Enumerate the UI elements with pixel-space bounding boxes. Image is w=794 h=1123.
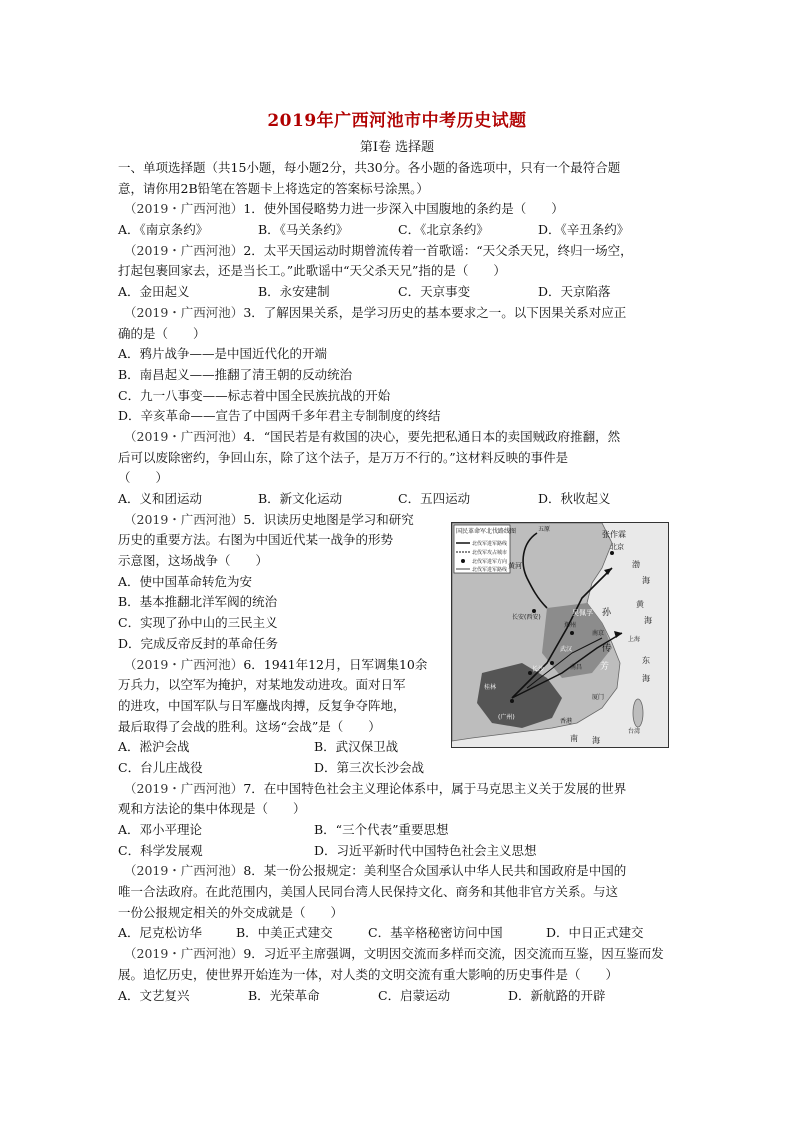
option-b: B．新文化运动 xyxy=(258,491,343,506)
option-d: D．习近平新时代中国特色社会主义思想 xyxy=(314,842,537,858)
map-label: 桂林 xyxy=(484,684,497,691)
legend-swatch xyxy=(461,559,465,563)
map-label: 海 xyxy=(642,576,650,585)
option-b: B．“三个代表”重要思想 xyxy=(314,822,449,837)
northern-expedition-map xyxy=(451,522,669,748)
source-tag: （2019・广西河池） xyxy=(124,511,244,527)
question-stem-line: 确的是（ ） xyxy=(118,325,206,341)
question-stem: 7．在中国特色社会主义理论体系中，属于马克思主义关于发展的世界 xyxy=(243,780,627,796)
map-label: 海 xyxy=(644,616,652,625)
question-7-options-row2 xyxy=(118,841,678,862)
source-tag: （2019・广西河池） xyxy=(124,201,244,217)
option-c: C．科学发展观 xyxy=(118,842,203,858)
question-7 xyxy=(118,779,678,800)
section-heading: 第Ⅰ卷 选择题 xyxy=(359,140,435,155)
option-a: A．鸦片战争——是中国近代化的开端 xyxy=(118,346,328,362)
map-label: 海 xyxy=(642,674,650,683)
question-stem-line: 一份公报规定相关的外交成就是（ ） xyxy=(118,904,344,920)
map-label: 厦门 xyxy=(592,694,605,701)
source-tag: （2019・广西河池） xyxy=(124,428,244,444)
question-stem: 3．了解因果关系，是学习历史的基本要求之一。以下因果关系对应正 xyxy=(243,304,627,320)
option-a: A．文艺复兴 xyxy=(118,987,190,1003)
question-stem-line: 观和方法论的集中体现是（ ） xyxy=(118,801,306,817)
legend-item: 北伐军进军路线 xyxy=(472,541,508,547)
option-b: B．光荣革命 xyxy=(248,987,320,1003)
question-stem: 5．识读历史地图是学习和研究 xyxy=(243,511,414,527)
map-label: 南 xyxy=(570,734,578,743)
instruction-line: 意，请你用2B铅笔在答题卡上将选定的答案标号涂黑。） xyxy=(118,180,429,196)
option-c: C．天京事变 xyxy=(398,284,471,300)
question-4-options xyxy=(118,489,678,510)
question-stem-line: 后可以废除密约，争回山东，除了这个法子，是万万不行的。”这材料反映的事件是 xyxy=(118,449,569,465)
option-d: D．天京陷落 xyxy=(538,284,611,300)
source-tag: （2019・广西河池） xyxy=(124,242,244,258)
option-a: A．邓小平理论 xyxy=(118,822,203,837)
option-c: C．五四运动 xyxy=(398,491,471,506)
option-c: C．实现了孙中山的三民主义 xyxy=(118,615,278,631)
question-stem-line: 示意图，这场战争（ ） xyxy=(118,553,269,569)
question-stem-line: 最后取得了会战的胜利。这场“会战”是（ ） xyxy=(118,718,381,734)
source-tag: （2019・广西河池） xyxy=(124,656,244,672)
question-stem: 9．习近平主席强调，文明因交流而多样而交流，因交流而互鉴，因互鉴而发 xyxy=(243,946,664,962)
option-b: B．永安建制 xyxy=(258,284,330,300)
option-b: B．基本推翻北洋军阀的统治 xyxy=(118,594,278,610)
city-marker xyxy=(550,661,554,665)
option-b: B．南昌起义——推翻了清王朝的反动统治 xyxy=(118,366,353,382)
question-2 xyxy=(118,241,678,262)
map-label: 香港 xyxy=(560,718,573,725)
map-label: 武汉 xyxy=(560,646,573,653)
option-c: C．基辛格秘密访问中国 xyxy=(368,925,503,941)
legend-item: 北伐军进军路线 xyxy=(472,567,508,573)
map-label: 南京 xyxy=(592,630,605,637)
question-stem: 4．“国民若是有救国的决心，要先把私通日本的卖国贼政府推翻，然 xyxy=(243,428,621,444)
map-label: 北京 xyxy=(610,543,624,551)
option-a: A．使中国革命转危为安 xyxy=(118,573,253,589)
map-label: 长安(西安) xyxy=(512,614,541,621)
question-6-options-row2 xyxy=(118,758,678,779)
question-stem: 1．使外国侵略势力进一步深入中国腹地的条约是（ ） xyxy=(243,201,564,217)
question-1 xyxy=(118,199,678,220)
question-9 xyxy=(118,944,678,965)
question-stem: 6．1941年12月，日军调集10余 xyxy=(243,656,428,672)
question-stem-line: 展。追忆历史，使世界开始连为一体，对人类的文明交流有重大影响的历史事件是（ ） xyxy=(118,966,619,982)
city-marker xyxy=(510,699,514,703)
source-tag: （2019・广西河池） xyxy=(124,946,244,962)
question-stem-line: 打起包裹回家去，还是当长工。”此歌谣中“天父杀天兄”指的是（ ） xyxy=(118,263,506,279)
map-label: 五原 xyxy=(538,526,551,533)
option-d: D．辛亥革命——宣告了中国两千多年君主专制制度的终结 xyxy=(118,408,441,424)
source-tag: （2019・广西河池） xyxy=(124,780,244,796)
question-7-options-row1 xyxy=(118,820,678,841)
option-d: D．秋收起义 xyxy=(538,491,611,506)
question-8 xyxy=(118,861,678,882)
option-d: D．中日正式建交 xyxy=(546,925,644,941)
option-c: C．九一八事变——标志着中国全民族抗战的开始 xyxy=(118,387,391,403)
map-label: 张作霖 xyxy=(602,530,626,539)
map-label: 传 xyxy=(602,644,612,654)
option-b: B．中美正式建交 xyxy=(236,925,333,941)
question-stem: 8．某一份公报规定：美利坚合众国承认中华人民共和国政府是中国的 xyxy=(243,863,627,879)
option-c: C．台儿庄战役 xyxy=(118,759,203,775)
map-label: 黄河 xyxy=(508,562,522,570)
map-label: (广州) xyxy=(498,714,515,721)
city-marker xyxy=(610,551,614,555)
option-d: D．第三次长沙会战 xyxy=(314,759,425,775)
instruction-line: 一、单项选择题（共15小题，每小题2分，共30分。各小题的备选项中，只有一个最符合题 xyxy=(118,160,621,175)
source-tag: （2019・广西河池） xyxy=(124,304,244,320)
city-marker xyxy=(532,609,536,613)
question-stem-line: 唯一合法政府。在此范围内，美国人民同台湾人民保持文化、商务和其他非官方关系。与这 xyxy=(118,884,619,900)
map-label: 长沙 xyxy=(532,666,545,673)
option-a: A．义和团运动 xyxy=(118,491,203,506)
map-label: 海 xyxy=(592,736,600,745)
question-2-options xyxy=(118,282,678,303)
question-9-options xyxy=(118,986,678,1007)
question-stem: 2．太平天国运动时期曾流传着一首歌谣：“天父杀天兄，终归一场空， xyxy=(243,242,633,258)
legend-item: 北伐军进军方向 xyxy=(472,559,508,565)
question-3 xyxy=(118,303,678,324)
question-stem-line: 万兵力，以空军为掩护，对某地发动进攻。面对日军 xyxy=(118,677,406,693)
option-a: A．淞沪会战 xyxy=(118,739,190,755)
map-label: 东 xyxy=(642,656,650,665)
legend-title: 国民革命军北伐路线图 xyxy=(456,528,517,535)
question-stem-line: （ ） xyxy=(118,470,169,486)
question-8-options xyxy=(118,923,678,944)
question-4 xyxy=(118,427,678,448)
map-label: 芳 xyxy=(600,662,610,672)
option-b: B．武汉保卫战 xyxy=(314,739,399,755)
map-label: 郑州 xyxy=(564,622,577,629)
option-c: C．启蒙运动 xyxy=(378,987,451,1003)
question-stem-line: 历史的重要方法。右图为中国近代某一战争的形势 xyxy=(118,532,394,548)
legend-item: 北伐军攻占城市 xyxy=(472,550,508,556)
source-tag: （2019・广西河池） xyxy=(124,863,244,879)
option-d: D．完成反帝反封的革命任务 xyxy=(118,635,279,651)
question-1-options xyxy=(118,220,678,241)
option-c: C．《北京条约》 xyxy=(398,222,489,238)
map-label: 南昌 xyxy=(570,664,583,671)
map-label: 渤 xyxy=(632,560,640,569)
map-label: 台湾 xyxy=(628,728,641,735)
map-label: 吴佩孚 xyxy=(572,609,593,617)
option-a: A．金田起义 xyxy=(118,284,190,300)
map-label: 黄 xyxy=(636,600,644,609)
option-d: D．《辛丑条约》 xyxy=(538,222,630,238)
option-d: D．新航路的开辟 xyxy=(508,987,606,1003)
option-a: A．《南京条约》 xyxy=(118,222,209,238)
page-title: 2019年广西河池市中考历史试题 xyxy=(267,111,527,131)
map-svg xyxy=(452,523,668,747)
option-b: B．《马关条约》 xyxy=(258,222,349,238)
option-a: A．尼克松访华 xyxy=(118,925,203,941)
taiwan-island xyxy=(633,699,643,727)
map-label: 上海 xyxy=(628,636,641,643)
map-label: 孙 xyxy=(602,608,612,618)
city-marker xyxy=(570,631,574,635)
question-stem-line: 的进攻，中国军队与日军鏖战肉搏，反复争夺阵地， xyxy=(118,697,406,713)
